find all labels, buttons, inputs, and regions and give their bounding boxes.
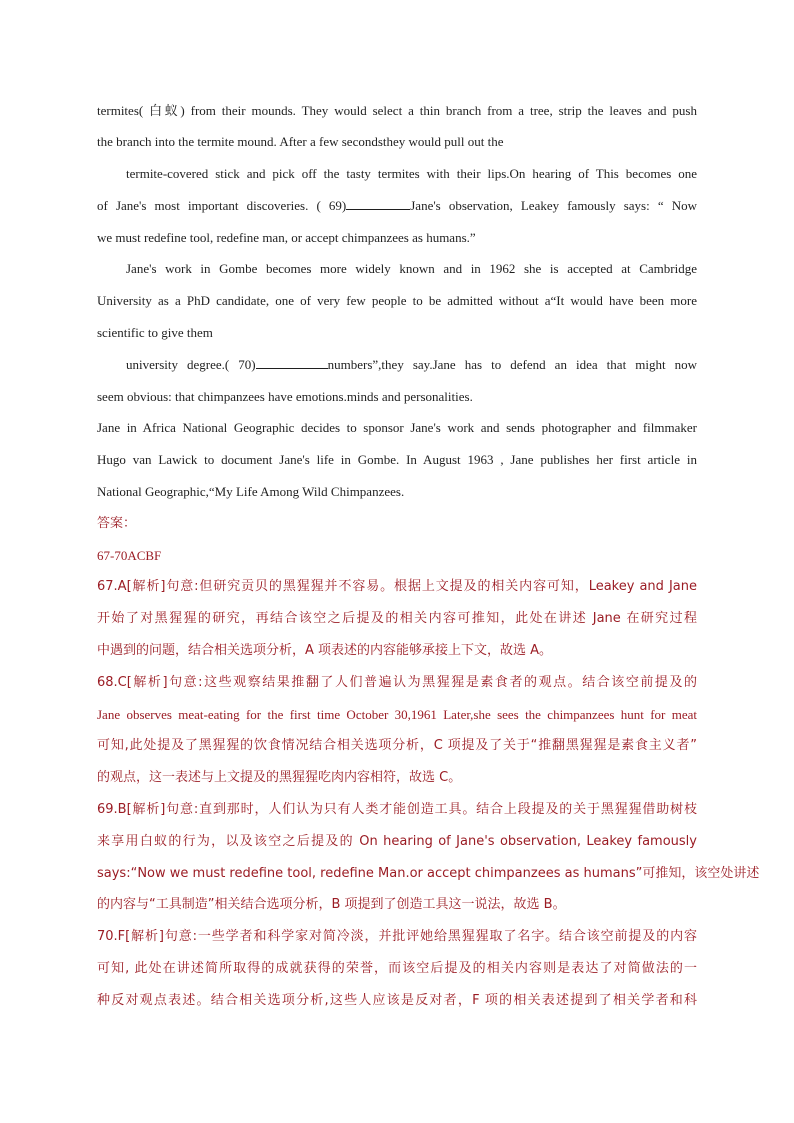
answer-blank-70 [256, 356, 328, 369]
passage-line: Jane in Africa National Geographic decides to sponsor Jane's work and sends photographer and filmmaker [97, 420, 697, 435]
passage-line: University as a PhD candidate, one of very few people to be admitted without a“It would have been more [97, 293, 697, 308]
passage-line [126, 356, 697, 374]
answer-label: 答案： [97, 516, 137, 531]
explanation-line: 的内容与“工具制造”相关结合选项分析，B 项提到了创造工具这一说法，故选 B。 [97, 897, 566, 912]
explanation-line: says:“Now we must redefine tool, redefine Man.or accept chimpanzees as humans”可推知，该空处讲述 [97, 866, 760, 881]
answer-summary: 67-70ACBF [97, 548, 162, 563]
answer-blank-69 [346, 197, 410, 210]
passage-line: Hugo van Lawick to document Jane's life in Gombe. In August 1963 , Jane publishes her first article in [97, 452, 697, 467]
explanation-line: 开始了对黑猩猩的研究，再结合该空之后提及的相关内容可推知，此处在讲述 Jane 在研究过程 [97, 611, 697, 626]
explanation-line: 可知,此处提及了黑猩猩的饮食情况结合相关选项分析，C 项提及了关于“推翻黑猩猩是素食主义者” [97, 738, 697, 753]
passage-line: termites( 白蚁) from their mounds. They would select a thin branch from a tree, strip the leaves and push [97, 103, 697, 118]
passage-text: university degree.( 70) [126, 357, 256, 372]
explanation-line: 的观点，这一表述与上文提及的黑猩猩吃肉内容相符，故选 C。 [97, 770, 462, 785]
explanation-line: 67.A[解析]句意:但研究贡贝的黑猩猩并不容易。根据上文提及的相关内容可知，Leakey and Jane [97, 579, 697, 594]
passage-line: termite-covered stick and pick off the tasty termites with their lips.On hearing of This becomes one [126, 166, 697, 181]
passage-line: National Geographic,“My Life Among Wild Chimpanzees. [97, 484, 405, 499]
passage-text: of Jane's most important discoveries. ( 69) [97, 198, 347, 213]
explanation-line: 可知, 此处在讲述简所取得的成就获得的荣誉，而该空后提及的相关内容则是表达了对简做法的一 [97, 961, 697, 976]
explanation-line: 来享用白蚁的行为，以及该空之后提及的 On hearing of Jane's observation, Leakey famously [97, 834, 697, 849]
explanation-line: 种反对观点表述。结合相关选项分析,这些人应该是反对者，F 项的相关表述提到了相关学者和科 [97, 993, 697, 1008]
explanation-line: Jane observes meat-eating for the first time October 30,1961 Later,she sees the chimpanzees hunt for meat [97, 707, 697, 722]
explanation-line: 中遇到的问题，结合相关选项分析，A 项表述的内容能够承接上下文，故选 A。 [97, 643, 553, 658]
passage-line [97, 197, 697, 215]
passage-line: seem obvious: that chimpanzees have emotions.minds and personalities. [97, 389, 473, 404]
passage-line: Jane's work in Gombe becomes more widely known and in 1962 she is accepted at Cambridge [126, 261, 697, 276]
passage-line: scientific to give them [97, 325, 213, 340]
explanation-line: 69.B[解析]句意:直到那时，人们认为只有人类才能创造工具。结合上段提及的关于黑猩猩借助树枝 [97, 802, 697, 817]
passage-line: the branch into the termite mound. After a few secondsthey would pull out the [97, 134, 504, 149]
explanation-line: 70.F[解析]句意:一些学者和科学家对简冷淡，并批评她给黑猩猩取了名字。结合该空前提及的内容 [97, 929, 697, 944]
passage-text: numbers”,they say.Jane has to defend an idea that might now [327, 357, 697, 372]
explanation-line: 68.C[解析]句意:这些观察结果推翻了人们普遍认为黑猩猩是素食者的观点。结合该空前提及的 [97, 675, 697, 690]
passage-line: we must redefine tool, redefine man, or accept chimpanzees as humans.” [97, 230, 476, 245]
passage-text: Jane's observation, Leakey famously says: “ Now [410, 198, 697, 213]
